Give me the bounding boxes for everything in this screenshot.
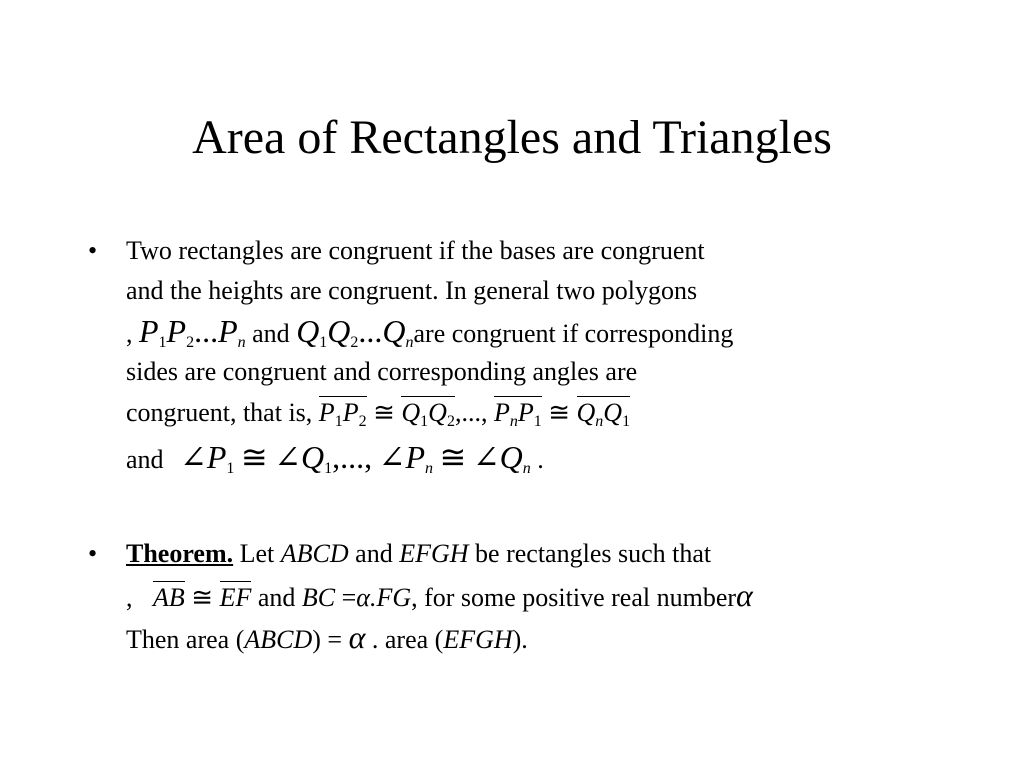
ellipsis: ,..., — [332, 439, 373, 475]
bullet2-line1 — [126, 534, 711, 574]
and-word: and — [252, 319, 290, 348]
bullet1-line1: Two rectangles are congruent if the bases are congruent — [126, 236, 705, 265]
segment-AB: AB — [153, 578, 185, 618]
area-second: . area ( — [371, 625, 444, 654]
rect-EFGH: EFGH — [443, 625, 513, 654]
segment-BC: BC — [301, 583, 336, 612]
rect-EFGH: EFGH — [399, 539, 469, 568]
angle-Qn: ∠Qn — [472, 439, 531, 477]
angle-Pn: ∠Pn — [378, 439, 433, 477]
angle-icon: ∠ — [378, 439, 406, 475]
congruent-symbol: ≅ — [191, 583, 214, 612]
alpha-symbol: α — [736, 577, 753, 613]
area-open: Then area ( — [126, 625, 245, 654]
bullet2-line3 — [126, 617, 528, 660]
let-word: Let — [239, 539, 275, 568]
line1-suffix: be rectangles such that — [475, 539, 712, 568]
and-word: and — [355, 539, 393, 568]
and-word: and — [257, 583, 296, 612]
line2-mid: , for some positive real number — [411, 583, 737, 612]
segment-EF: EF — [220, 578, 252, 618]
and-word: and — [126, 445, 164, 474]
rect-ABCD: ABCD — [280, 539, 349, 568]
comma: , — [126, 319, 133, 348]
area-close: ). — [512, 625, 528, 654]
theorem-label: Theorem. — [126, 539, 234, 568]
angle-icon: ∠ — [472, 439, 500, 475]
polygon-P-expr: $P_1P_2...Pn$ — [139, 313, 246, 351]
alpha-symbol: α — [348, 619, 366, 655]
comma: , — [126, 583, 133, 612]
segment-PnP1: PnP$_1$ — [494, 393, 542, 442]
segment-FG: .FG — [369, 583, 412, 612]
segment-P1P2: $P_1P_2$ — [319, 393, 367, 442]
line5-prefix: congruent, that is, — [126, 398, 313, 427]
congruent-symbol: ≅ — [240, 439, 268, 475]
bullet1-line4: sides are congruent and corresponding angles are — [126, 357, 638, 386]
equals-sign: = — [341, 583, 357, 612]
angle-P1: $\angle P_1$ — [180, 439, 235, 477]
polygon-Q-expr: $Q_1Q_2...Qn$ — [296, 313, 414, 351]
segment-QnQ1: QnQ$_1$ — [577, 393, 631, 442]
angle-Q1: $\angle Q_1$ — [274, 439, 333, 477]
bullet-marker: • — [88, 539, 98, 568]
bullet1-line5 — [126, 393, 630, 442]
area-equals: ) = — [312, 625, 343, 654]
congruent-symbol: ≅ — [439, 439, 467, 475]
angle-icon: ∠ — [180, 439, 207, 475]
bullet1-line6 — [126, 437, 544, 489]
line3-suffix: are congruent if corresponding — [413, 319, 734, 348]
bullet1-line2: and the heights are congruent. In general two polygons — [126, 276, 698, 305]
angle-icon: ∠ — [274, 439, 302, 475]
congruent-symbol: ≅ — [548, 398, 571, 427]
alpha-symbol: α — [356, 583, 370, 612]
slide-title: Area of Rectangles and Triangles — [192, 111, 832, 164]
period: . — [537, 445, 544, 474]
segment-Q1Q2: $Q_1Q_2$ — [401, 393, 455, 442]
congruent-symbol: ≅ — [373, 398, 395, 427]
ellipsis: ,..., — [454, 398, 488, 427]
rect-ABCD: ABCD — [244, 625, 313, 654]
bullet-marker: • — [88, 236, 98, 265]
bullet2-line2 — [126, 575, 753, 618]
